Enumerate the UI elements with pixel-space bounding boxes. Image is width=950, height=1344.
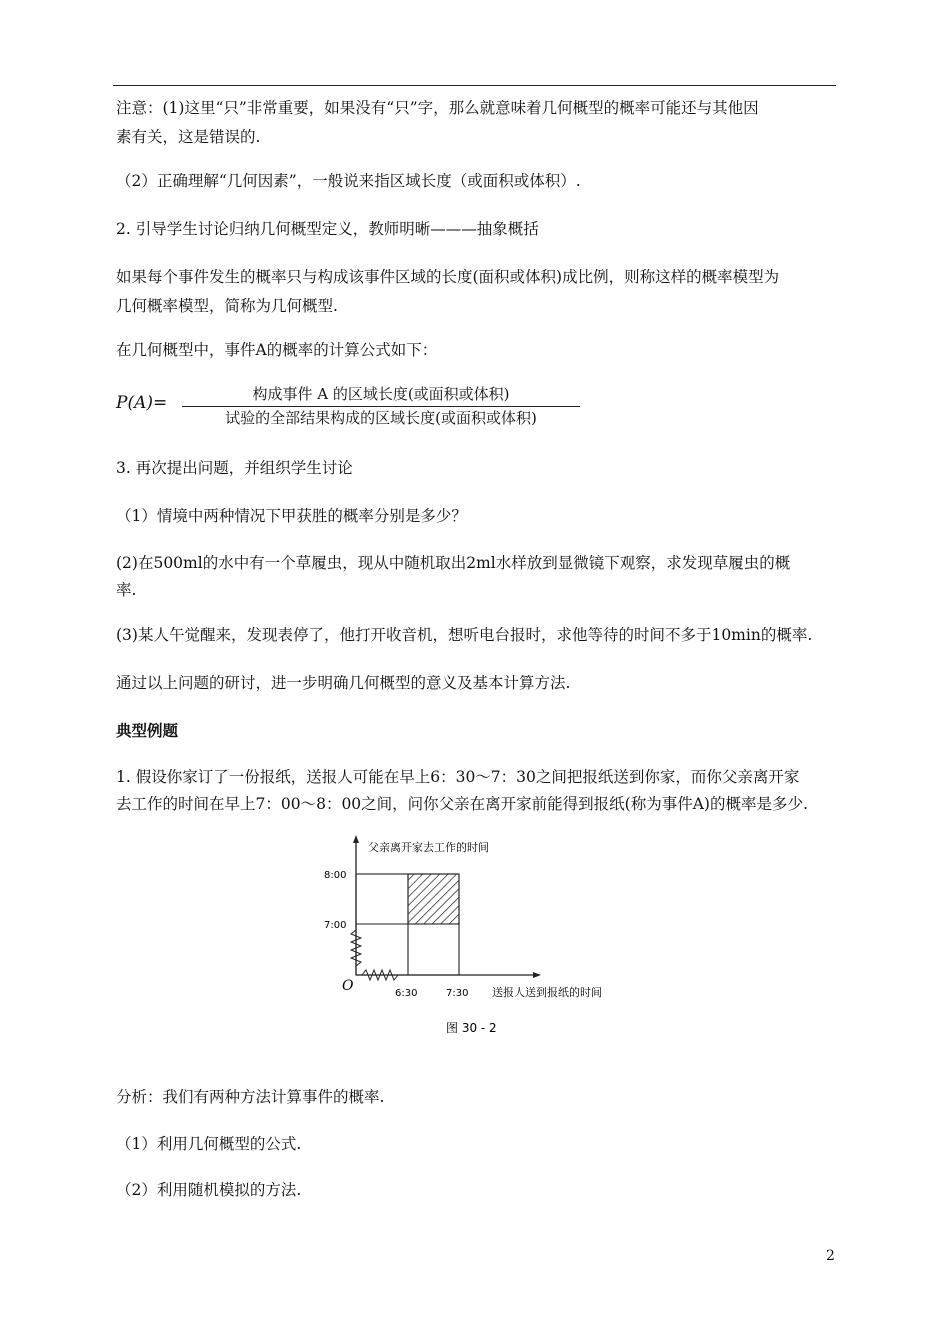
note-line-1: 注意：(1)这里“只”非常重要，如果没有“只”字，那么就意味着几何概型的概率可能还与其他因: [116, 99, 759, 117]
analysis-method-2: （2）利用随机模拟的方法.: [116, 1181, 302, 1199]
analysis-method-1: （1）利用几何概型的公式.: [116, 1135, 302, 1153]
question-1: （1）情境中两种情况下甲获胜的概率分别是多少？: [116, 507, 467, 525]
probability-formula: [116, 385, 586, 429]
question-2-line-1: (2)在500ml的水中有一个草履虫，现从中随机取出2ml水样放到显微镜下观察，求发现草履虫的概: [116, 554, 791, 572]
note-item-2: （2）正确理解“几何因素”，一般说来指区域长度（或面积或体积）.: [116, 172, 581, 190]
question-2-line-2: 率.: [116, 581, 137, 599]
header-rule: [113, 85, 836, 86]
x-axis-arrow: [533, 972, 541, 978]
figure-caption: 图 30 - 2: [446, 1021, 497, 1035]
y-tick-8-00: 8:00: [324, 870, 347, 881]
note-line-2: 素有关，这是错误的.: [116, 128, 261, 146]
y-axis-label: 父亲离开家去工作的时间: [368, 841, 489, 854]
y-axis-arrow: [353, 835, 359, 843]
definition-line-1: 如果每个事件发生的概率只与构成该事件区域的长度(面积或体积)成比例，则称这样的概率模型为: [116, 268, 780, 286]
example-1-line-1: 1. 假设你家订了一份报纸，送报人可能在早上6：30～7：30之间把报纸送到你家，而你父亲离开家: [116, 768, 800, 786]
example-1-line-2: 去工作的时间在早上7：00～8：00之间，问你父亲在离开家前能得到报纸(称为事件A)的概率是多少.: [116, 795, 808, 813]
figure-30-2: [320, 832, 640, 1042]
x-tick-7-30: 7:30: [446, 988, 469, 999]
analysis-intro: 分析：我们有两种方法计算事件的概率.: [116, 1088, 385, 1106]
x-axis-label: 送报人送到报纸的时间: [492, 986, 602, 999]
question-3: (3)某人午觉醒来，发现表停了，他打开收音机，想听电台报时，求他等待的时间不多于10min的概率.: [116, 626, 813, 644]
section-heading-examples: 典型例题: [116, 721, 179, 740]
formula-denominator: 试验的全部结果构成的区域长度(或面积或体积): [225, 409, 537, 427]
hatched-region: [408, 874, 459, 924]
step-3-heading: 3. 再次提出问题，并组织学生讨论: [116, 459, 353, 477]
formula-numerator: 构成事件 A 的区域长度(或面积或体积): [252, 385, 510, 403]
summary-line: 通过以上问题的研讨，进一步明确几何概型的意义及基本计算方法.: [116, 674, 571, 692]
y-tick-7-00: 7:00: [324, 920, 347, 931]
origin-label: O: [342, 978, 354, 994]
definition-line-2: 几何概率模型，简称为几何概型.: [116, 297, 338, 315]
step-2-heading: 2. 引导学生讨论归纳几何概型定义，教师明晰———抽象概括: [116, 220, 539, 238]
page-number: 2: [826, 1248, 835, 1264]
x-tick-6-30: 6:30: [395, 988, 418, 999]
formula-intro: 在几何概型中，事件A的概率的计算公式如下：: [116, 341, 438, 359]
formula-lhs: P(A)=: [116, 393, 168, 413]
